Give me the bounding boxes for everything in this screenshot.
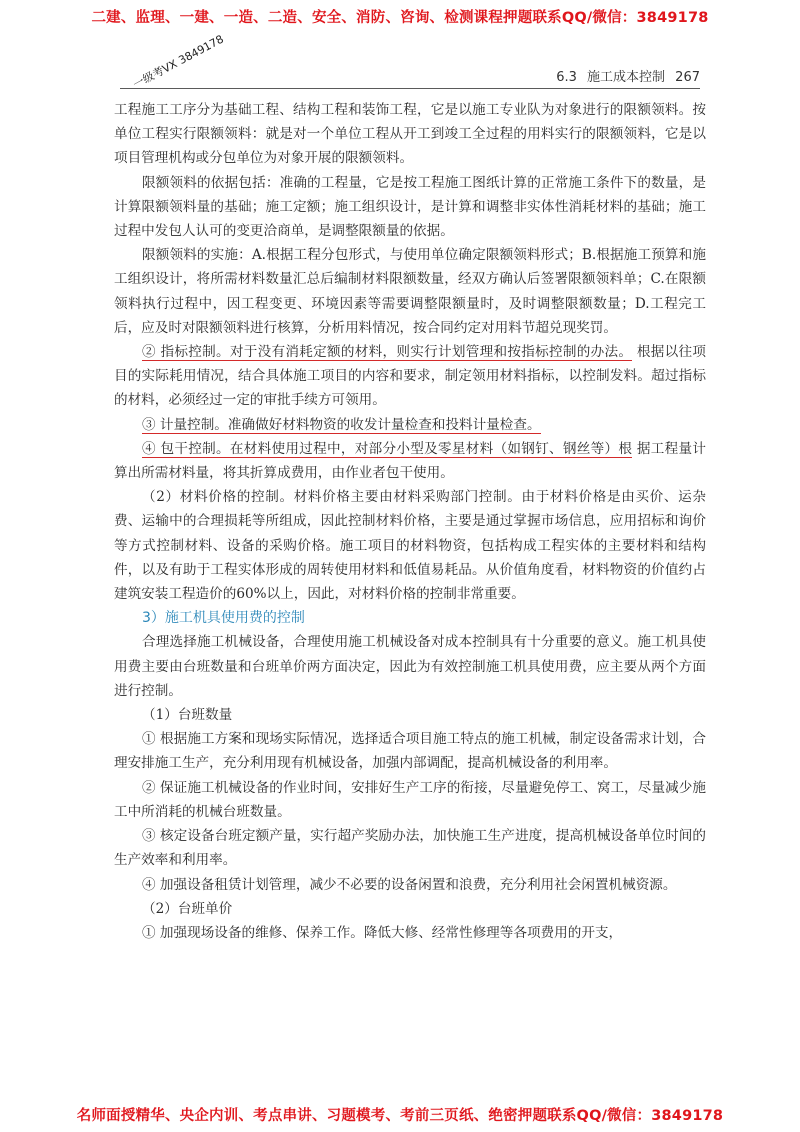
paragraph-limited-material-implementation: 限额领料的实施：A.根据工程分包形式，与使用单位确定限额领料形式；B.根据施工预算和施工组织设计，将所需材料数量汇总后编制材料限额数量，经双方确认后签署限额领料单；C.在限额领料执行过程中，因工程变更、环境因素等需要调整限额量时，及时调整限额数量；D.工程完工后，应及时对限额领料进行核算，分析用料情况，按合同约定对用料节超兑现奖罚。 — [114, 247, 706, 336]
top-promo-banner: 二建、监理、一建、一造、二造、安全、消防、咨询、检测课程押题联系QQ/微信：3849178 — [91, 10, 709, 26]
lump-sum-control-body: 据工程量计算出所需材料量，将其折算成费用，由作业者包干使用。 — [114, 440, 706, 482]
running-header — [120, 66, 700, 89]
metering-control-text: ③ 计量控制。准确做好材料物资的收发计量检查和投料计量检查。 — [142, 416, 541, 433]
indicator-control-body: 根据以往项目的实际耗用情况，结合具体施工项目的内容和要求，制定领用材料指标，以控制发料。超过指标的材料，必须经过一定的审批手续方可领用。 — [114, 344, 706, 409]
lump-sum-control-heading: ④ 包干控制。在材料使用过程中，对部分小型及零星材料（如钢钉、钢丝等）根 — [142, 440, 633, 457]
page-body — [114, 98, 706, 945]
page-number: 267 — [675, 70, 700, 85]
paragraph-material-price-control: （2）材料价格的控制。材料价格主要由材料采购部门控制。由于材料价格是由买价、运杂费、运输中的合理损耗等所组成，因此控制材料价格，主要是通过掌握市场信息，应用招标和询价等方式控制材料、设备的采购价格。施工项目的材料物资，包括构成工程实体的主要材料和结构件，以及有助于工程实体形成的周转使用材料和低值易耗品。从价值角度看，材料物资的价值约占建筑安装工程造价的60%以上，因此，对材料价格的控制非常重要。 — [114, 489, 706, 603]
paragraph-shift-price-1: ① 加强现场设备的维修、保养工作。降低大修、经常性修理等各项费用的开支， — [142, 924, 623, 941]
paragraph-shift-quantity-3: ③ 核定设备台班定额产量，实行超产奖励办法，加快施工生产进度，提高机械设备单位时间的生产效率和利用率。 — [114, 828, 706, 869]
bottom-promo-banner: 名师面授精华、央企内训、考点串讲、习题模考、考前三页纸、绝密押题联系QQ/微信：3849178 — [76, 1108, 724, 1124]
subsection-heading-machinery-cost: 3）施工机具使用费的控制 — [142, 610, 305, 627]
section-heading — [550, 66, 700, 85]
section-number: 6.3 — [556, 70, 577, 85]
paragraph-lump-sum-control — [114, 437, 706, 485]
paragraph-machinery-intro: 合理选择施工机械设备，合理使用施工机械设备对成本控制具有十分重要的意义。施工机具使用费主要由台班数量和台班单价两方面决定，因此为有效控制施工机具使用费，应主要从两个方面进行控制。 — [114, 634, 706, 699]
section-title: 施工成本控制 — [587, 70, 666, 85]
paragraph-shift-quantity-label: （1）台班数量 — [142, 707, 233, 724]
paragraph-shift-quantity-1: ① 根据施工方案和现场实际情况，选择适合项目施工特点的施工机械，制定设备需求计划，合理安排施工生产，充分利用现有机械设备，加强内部调配，提高机械设备的利用率。 — [114, 731, 706, 772]
paragraph-indicator-control — [114, 340, 706, 413]
indicator-control-heading: ② 指标控制。对于没有消耗定额的材料，则实行计划管理和按指标控制的办法。 — [142, 344, 633, 361]
paragraph-limited-material-types: 工程施工工序分为基础工程、结构工程和装饰工程，它是以施工专业队为对象进行的限额领料。按单位工程实行限额领料：就是对一个单位工程从开工到竣工全过程的用料实行的限额领料，它是以项目管理机构或分包单位为对象开展的限额领料。 — [114, 102, 706, 167]
paragraph-shift-quantity-4: ④ 加强设备租赁计划管理，减少不必要的设备闲置和浪费，充分利用社会闲置机械资源。 — [142, 876, 677, 893]
paragraph-limited-material-basis: 限额领料的依据包括：准确的工程量，它是按工程施工图纸计算的正常施工条件下的数量，是计算限额领料量的基础；施工定额；施工组织设计，是计算和调整非实体性消耗材料的基础；施工过程中发包人认可的变更洽商单，是调整限额量的依据。 — [114, 174, 706, 240]
handwritten-stamp: 一级考VX 3849178 — [130, 32, 226, 92]
paragraph-shift-quantity-2: ② 保证施工机械设备的作业时间，安排好生产工序的衔接，尽量避免停工、窝工，尽量减少施工中所消耗的机械台班数量。 — [114, 779, 706, 820]
paragraph-metering-control — [114, 413, 706, 437]
paragraph-shift-price-label: （2）台班单价 — [142, 900, 233, 917]
